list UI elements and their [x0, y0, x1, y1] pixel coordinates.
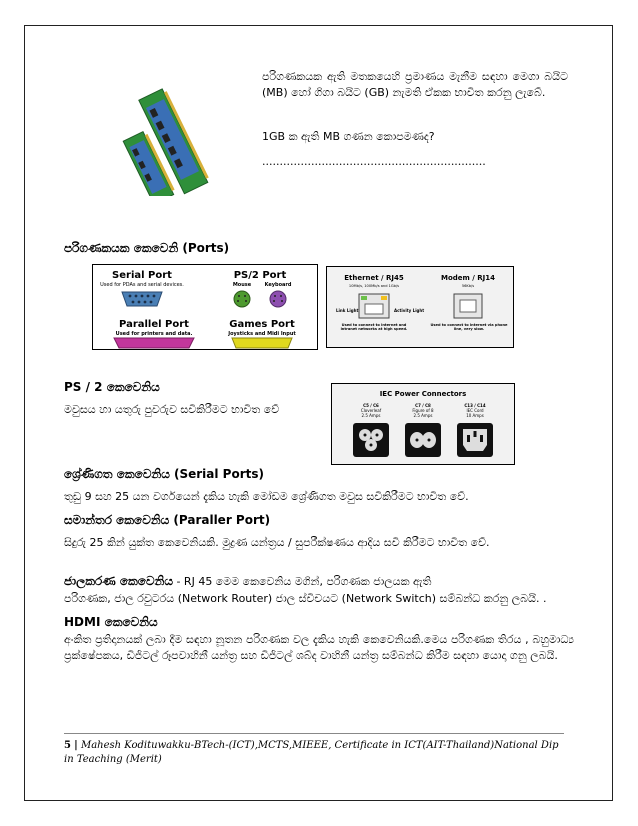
- ethernet-speed: 10Mb/s, 100Mb/s and 1Gb/s: [348, 284, 400, 288]
- serial-description: තුඩු 9 සහ 25 යන වර්ගයෙන් දැකිය හැකි මෝඩම ශ්‍රේණිගත මවුස සවිකිරීමට භාවිත වේ.: [64, 490, 469, 503]
- network-description: පරිගණක, ජාල රවුටරය (Network Router) ජාල ස්විචයට (Network Switch) සම්බන්ධ කරනු ලබයි. .: [64, 592, 547, 605]
- parallel-port-title: Parallel Port: [119, 319, 189, 330]
- ps2-mouse-port-icon: [234, 291, 250, 307]
- iec-connector-alias: Figure of 8: [412, 408, 434, 413]
- ethernet-title: Ethernet / RJ45: [344, 274, 404, 282]
- ps2-keyboard-port-icon: [270, 291, 286, 307]
- ps2-heading: PS / 2 කෙවෙනිය: [64, 380, 160, 394]
- iec-power-connectors-image: [331, 383, 515, 465]
- iec-connector-alias: Cloverleaf: [360, 408, 382, 413]
- iec-connector-amps: 10 Amps: [466, 413, 484, 418]
- games-port-subtitle: Joysticks and Midi Input: [228, 331, 296, 337]
- modem-title: Modem / RJ14: [441, 274, 495, 282]
- modem-caption: Used to connect to internet via phone line, very slow.: [430, 323, 508, 332]
- ethernet-caption: Used to connect to internet and intranet networks at high speed.: [340, 323, 408, 332]
- serial-port-subtitle: Used for PDAs and serial devices.: [100, 282, 184, 288]
- footer-author-text: Mahesh Kodituwakku-BTech-(ICT),MCTS,MIEEE, Certificate in ICT(AIT-Thailand)National Dip in Teaching (Merit): [64, 740, 559, 765]
- serial-port-title: Serial Port: [112, 270, 172, 281]
- ps2-mouse-label: Mouse: [232, 282, 252, 288]
- iec-connector-alias: IEC Cord: [466, 408, 484, 413]
- memory-paragraph: පරිගණකයක ඇති මතකයෙහි ප්‍රමාණය මැනීම සඳහා මෙගා බයිට (MB) හෝ ගිගා බයිට (GB) නැමති ඒකක භාවිත කරනු ලැබේ.: [262, 70, 568, 99]
- modem-speed: 56Kb/s: [461, 284, 475, 288]
- ps2-port-title: PS/2 Port: [233, 270, 287, 281]
- page-number: 5: [64, 740, 71, 751]
- ps2-keyboard-label: Keyboard: [264, 282, 292, 288]
- hdmi-heading: HDMI කෙවෙනිය: [64, 615, 158, 629]
- network-ports-image: [326, 266, 514, 348]
- games-port-title: Games Port: [229, 319, 295, 330]
- parallel-heading: සමාන්තර කෙවෙනිය (Paraller Port): [64, 513, 271, 527]
- parallel-description: සිදුරු 25 කින් යුක්ත කෙවෙනියකි. මුද්‍රණ යන්ත්‍රය / සුපරීක්ෂණය ආදිය සවි කිරීමට භාවිත වේ.: [64, 536, 490, 549]
- ps2-description: මවුසය හා යතුරු පුවරුව සවිකිරීමට භාවිත වේ: [64, 403, 280, 416]
- iec-connector-amps: 2.5 Amps: [413, 413, 433, 418]
- iec-connector-amps: 2.5 Amps: [361, 413, 381, 418]
- iec-title: IEC Power Connectors: [379, 390, 467, 398]
- iec-connector-name: C5 / C6: [363, 403, 379, 408]
- memory-question: 1GB ක ඇති MB ගණන කොපමණද?: [262, 130, 435, 143]
- ports-heading: පරිගණකයක කෙවෙනි (Ports): [64, 241, 230, 255]
- iec-connector-name: C13 / C14: [464, 403, 486, 408]
- footer-divider: [64, 733, 564, 734]
- iec-connector-name: C7 / C8: [415, 403, 431, 408]
- hdmi-description: අංකිත ප්‍රතිදානයක් ලබා දීම සඳහා නූතන පරිගණක වල දැකිය හැකි කෙවෙනියකි.මෙය පරිගණක තිරය , බහුමාධ්‍ය ප්‍රක්ෂේපකය, ඩිජිටල් රූපවාහිනී යන්ත්‍ර සහ ඩිජිටල් ශබ්ද වාහිනී යන්ත්‍ර සම්බන්ධ කිරීම සඳහා යොදා ගනු ලබයි.: [64, 633, 574, 662]
- link-light-label: Link Light: [336, 308, 359, 313]
- ram-modules-image: [120, 84, 232, 196]
- activity-light-label: Activity Light: [394, 308, 425, 313]
- network-heading: ජාලකරණ කෙවෙනිය: [64, 574, 173, 588]
- network-heading-line: [64, 573, 574, 590]
- network-heading-suffix: - RJ 45 මෙම කෙවෙනිය මගින්, පරිගණක ජාලයක ඇති: [172, 575, 432, 588]
- parallel-port-subtitle: Used for printers and data.: [115, 331, 193, 337]
- footer: [64, 739, 564, 767]
- ports-image: [92, 264, 318, 350]
- answer-line: ................................................................: [262, 155, 486, 168]
- serial-port-icon: [122, 292, 162, 306]
- parallel-port-icon: [114, 338, 194, 348]
- games-port-icon: [232, 338, 292, 348]
- footer-separator: |: [74, 740, 78, 751]
- serial-heading: ශ්‍රේණිගත කෙවෙනිය (Serial Ports): [64, 467, 265, 481]
